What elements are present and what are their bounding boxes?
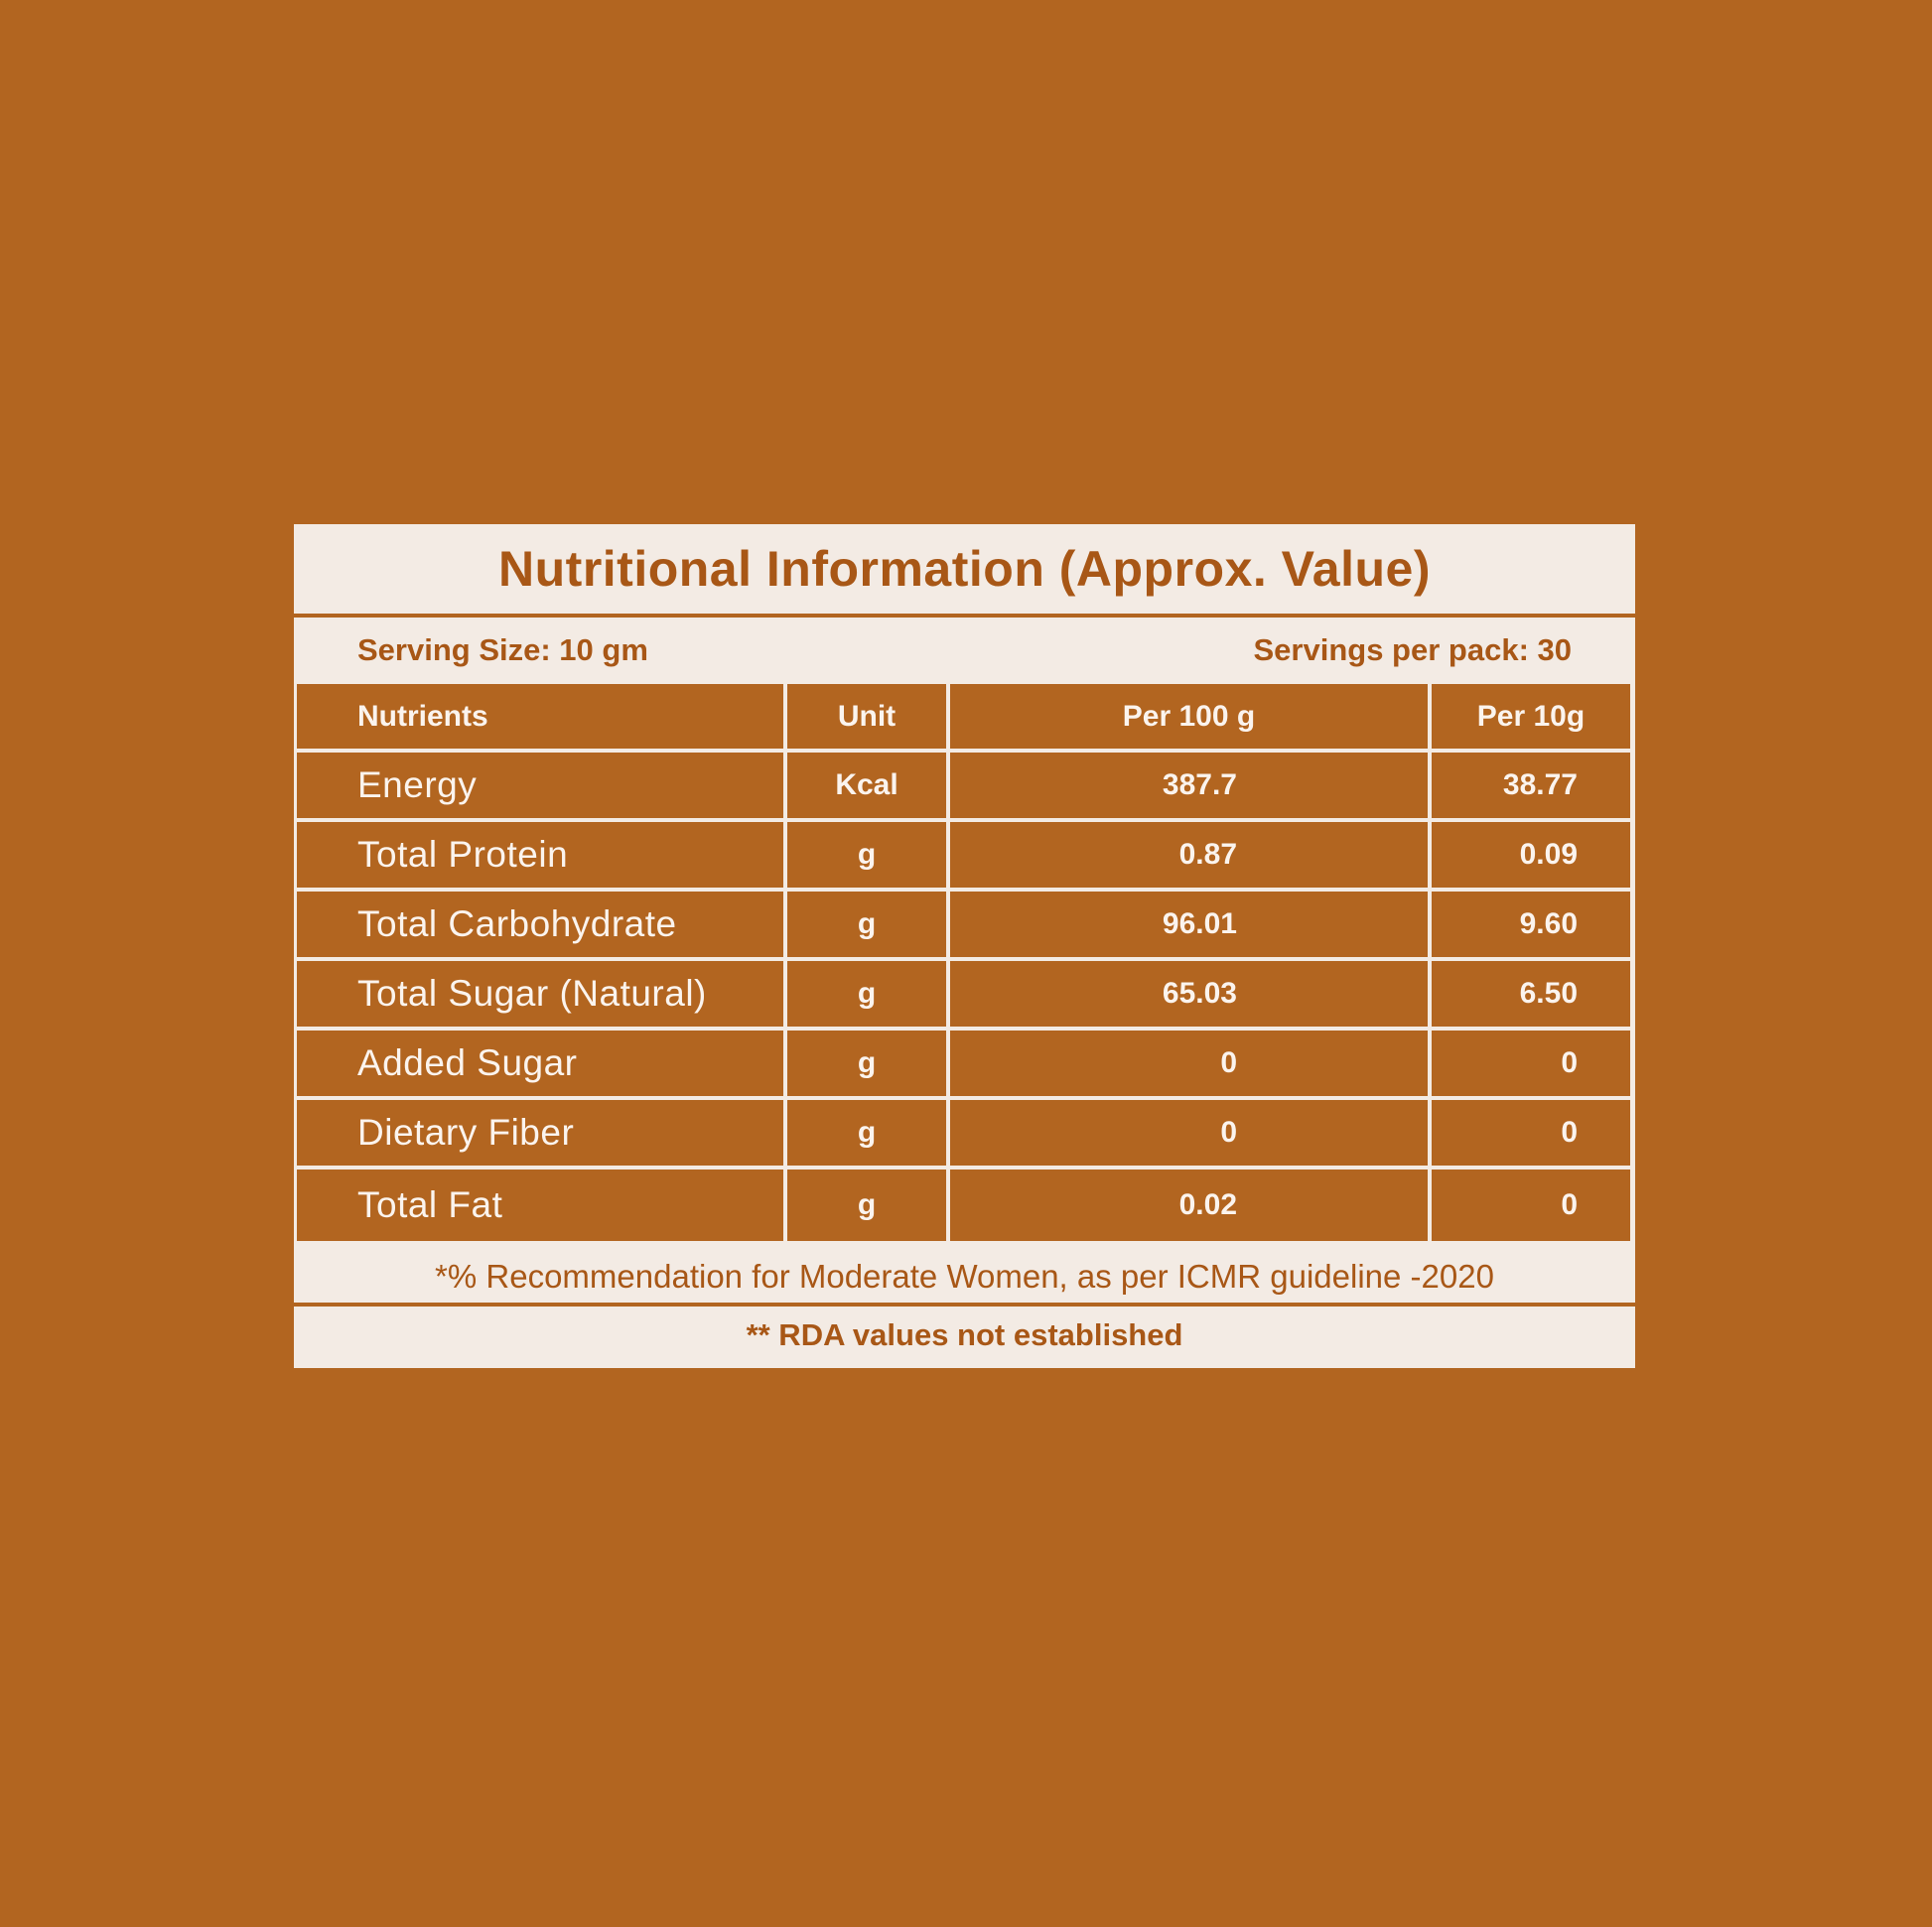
footnote-rda: ** RDA values not established: [746, 1317, 1183, 1352]
table-row-nutrient: Total Fat: [297, 1170, 783, 1241]
table-row-nutrient: Total Sugar (Natural): [297, 961, 783, 1027]
servings-per-pack: Servings per pack: 30: [1253, 632, 1572, 667]
table-row-unit: g: [787, 961, 946, 1027]
table-row-per-10g: 9.60: [1432, 892, 1630, 957]
table-row-per-10g: 38.77: [1432, 753, 1630, 818]
table-row-unit: g: [787, 892, 946, 957]
table-row-unit: g: [787, 822, 946, 888]
table-row-per-100g: 0: [950, 1031, 1428, 1096]
nutrition-table: [297, 684, 1630, 1241]
footnote-icmr: *% Recommendation for Moderate Women, as per ICMR guideline -2020: [435, 1258, 1494, 1295]
serving-size: Serving Size: 10 gm: [357, 632, 648, 667]
table-row-per-100g: 0.87: [950, 822, 1428, 888]
title-divider: [294, 614, 1635, 618]
table-row-unit: g: [787, 1170, 946, 1241]
table-row-nutrient: Added Sugar: [297, 1031, 783, 1096]
table-row-per-100g: 0.02: [950, 1170, 1428, 1241]
table-row-nutrient: Dietary Fiber: [297, 1100, 783, 1166]
table-row-per-100g: 96.01: [950, 892, 1428, 957]
header-per-100g: Per 100 g: [950, 684, 1428, 749]
table-row-per-10g: 0: [1432, 1100, 1630, 1166]
header-per-10g: Per 10g: [1432, 684, 1630, 749]
table-row-per-100g: 65.03: [950, 961, 1428, 1027]
table-row-unit: g: [787, 1031, 946, 1096]
table-row-per-100g: 0: [950, 1100, 1428, 1166]
table-row-nutrient: Total Protein: [297, 822, 783, 888]
table-row-nutrient: Energy: [297, 753, 783, 818]
serving-info-row: [357, 619, 1572, 681]
nutrition-title: Nutritional Information (Approx. Value): [498, 541, 1431, 597]
table-row-unit: Kcal: [787, 753, 946, 818]
table-row-per-10g: 6.50: [1432, 961, 1630, 1027]
table-row-per-10g: 0: [1432, 1031, 1630, 1096]
table-row-unit: g: [787, 1100, 946, 1166]
header-unit: Unit: [787, 684, 946, 749]
nutrition-card: [294, 524, 1635, 1368]
table-row-per-100g: 387.7: [950, 753, 1428, 818]
table-row-per-10g: 0: [1432, 1170, 1630, 1241]
table-row-nutrient: Total Carbohydrate: [297, 892, 783, 957]
table-row-per-10g: 0.09: [1432, 822, 1630, 888]
header-nutrients: Nutrients: [297, 684, 783, 749]
